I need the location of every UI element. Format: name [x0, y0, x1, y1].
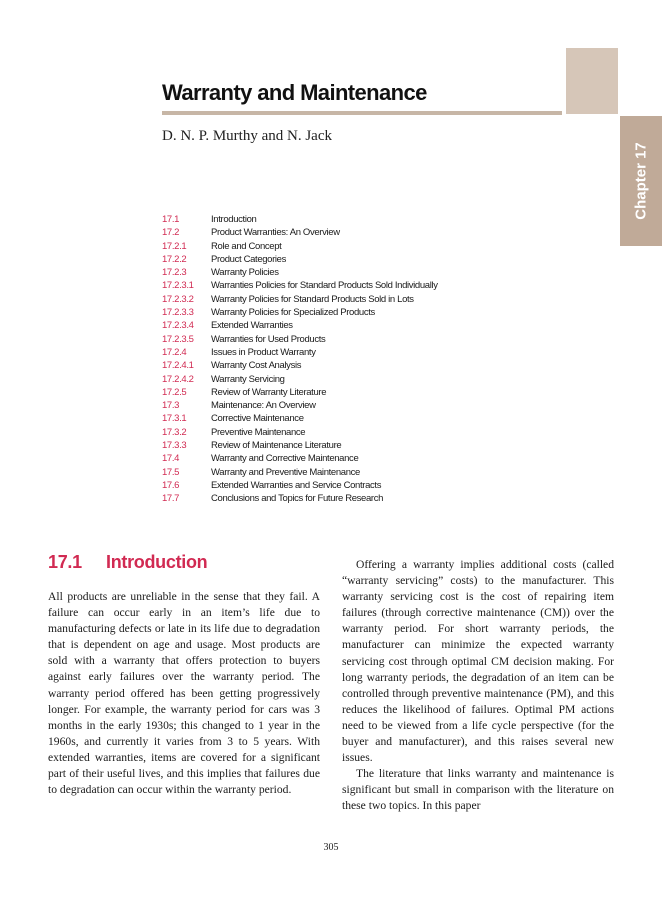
toc-entry	[162, 479, 438, 492]
toc-entry-number: 17.3.3	[162, 440, 187, 452]
toc-entry-title: Extended Warranties and Service Contracts	[211, 479, 382, 491]
body-paragraph: The literature that links warranty and maintenance is significant but small in comparison with the literature on these two topics. In this paper	[342, 767, 614, 813]
chapter-authors: D. N. P. Murthy and N. Jack	[162, 128, 332, 144]
toc-entry-number: 17.4	[162, 453, 180, 465]
chapter-tab	[620, 116, 662, 246]
toc-entry-number: 17.2.3.4	[162, 320, 194, 332]
toc-entry-title: Corrective Maintenance	[211, 413, 304, 425]
toc-entry-title: Review of Warranty Literature	[211, 386, 327, 398]
title-underline	[162, 111, 562, 115]
toc-entry-number: 17.1	[162, 214, 180, 225]
toc-entry	[162, 426, 438, 439]
toc-entry	[162, 492, 438, 505]
toc-entry	[162, 306, 438, 319]
toc-entry-number: 17.2.4	[162, 346, 187, 358]
toc-entry-number: 17.3.2	[162, 426, 187, 438]
section-heading	[48, 552, 207, 573]
toc-entry-title: Warranty and Corrective Maintenance	[211, 453, 359, 465]
toc-entry-number: 17.2.2	[162, 253, 187, 265]
left-column	[48, 589, 320, 798]
toc-entry-title: Product Warranties: An Overview	[211, 227, 340, 239]
toc-entry-number: 17.2.4.1	[162, 360, 194, 372]
toc-entry-number: 17.3.1	[162, 413, 187, 425]
toc-entry-title: Warranty Policies for Standard Products Sold in Lots	[211, 293, 414, 305]
toc-entry-title: Product Categories	[211, 253, 287, 265]
toc-entry-title: Warranty Policies for Specialized Products	[211, 307, 375, 319]
toc-entry	[162, 226, 438, 239]
toc-entry-title: Warranties Policies for Standard Products Sold Individually	[211, 280, 438, 292]
toc-entry-title: Warranty and Preventive Maintenance	[211, 466, 360, 478]
toc-entry-title: Warranty Policies	[211, 267, 279, 279]
toc-entry	[162, 466, 438, 479]
toc-entry-title: Warranty Servicing	[211, 373, 285, 385]
toc-entry-title: Conclusions and Topics for Future Research	[211, 493, 384, 505]
toc-entry	[162, 412, 438, 425]
toc-entry	[162, 386, 438, 399]
body-paragraph: Offering a warranty implies additional costs (called “warranty servicing” costs) to the manufacturer. This warranty servicing cost is the cost of repairing item failures (through corrective maintenance (CM)) over the warranty period. For short warranty periods, the manufacturer can minimize the expected warranty servicing cost through optimal CM decision making. For long warranty periods, the degradation of an item can be controlled through preventive maintenance (PM), and this reduces the likelihood of failures. Optimal PM actions need to be viewed from a life cycle perspective (for the buyer and manufacturer), and this raises several new issues.	[342, 558, 614, 765]
toc-entry	[162, 452, 438, 465]
page-number: 305	[323, 842, 339, 853]
toc-entry-number: 17.2.3.1	[162, 280, 194, 292]
table-of-contents	[162, 213, 438, 506]
toc-entry-title: Maintenance: An Overview	[211, 400, 316, 412]
toc-entry	[162, 213, 438, 226]
toc-entry	[162, 399, 438, 412]
toc-entry-number: 17.2.1	[162, 240, 187, 252]
chapter-tab-label: Chapter 17	[632, 142, 650, 220]
toc-entry-number: 17.2	[162, 227, 180, 239]
section-number: 17.1	[48, 552, 82, 572]
toc-entry-number: 17.2.3.3	[162, 307, 194, 319]
toc-entry-title: Extended Warranties	[211, 320, 293, 332]
toc-entry-number: 17.2.3	[162, 267, 187, 279]
toc-entry-title: Role and Concept	[211, 240, 282, 252]
toc-entry-title: Preventive Maintenance	[211, 426, 306, 438]
toc-entry-number: 17.5	[162, 466, 180, 478]
corner-decoration	[566, 48, 618, 114]
toc-entry	[162, 359, 438, 372]
toc-entry-number: 17.2.3.2	[162, 293, 194, 305]
toc-entry	[162, 279, 438, 292]
toc-entry	[162, 373, 438, 386]
toc-entry	[162, 319, 438, 332]
toc-entry	[162, 333, 438, 346]
toc-entry-number: 17.2.4.2	[162, 373, 194, 385]
chapter-title: Warranty and Maintenance	[162, 80, 427, 105]
toc-entry-number: 17.2.5	[162, 386, 187, 398]
toc-entry-title: Warranty Cost Analysis	[211, 360, 302, 372]
toc-entry	[162, 240, 438, 253]
toc-entry	[162, 266, 438, 279]
toc-entry	[162, 346, 438, 359]
toc-entry-number: 17.2.3.5	[162, 333, 194, 345]
toc-entry	[162, 293, 438, 306]
toc-entry-title: Introduction	[211, 214, 257, 225]
toc-entry-title: Warranties for Used Products	[211, 333, 326, 345]
toc-entry-number: 17.7	[162, 493, 180, 505]
toc-entry-title: Issues in Product Warranty	[211, 346, 316, 358]
toc-entry-number: 17.3	[162, 400, 180, 412]
body-paragraph: All products are unreliable in the sense that they fail. A failure can occur early in an item’s life due to manufacturing defects or late in its life due to degradation that is dependent on age and usage. Most products are sold with a warranty that offers protection to buyers against early failures over the warranty period. The warranty period offered has been getting progressively longer. For example, the warranty period for cars was 3 months in the early 1930s; this changed to 1 year in the 1960s, and currently it varies from 3 to 5 years. With extended warranties, items are covered for a significant part of their useful lives, and this implies that failures due to degradation can occur within the warranty period.	[48, 590, 320, 797]
right-column	[342, 557, 614, 815]
section-title: Introduction	[106, 552, 208, 572]
toc-entry-title: Review of Maintenance Literature	[211, 440, 342, 452]
toc-entry	[162, 253, 438, 266]
toc-entry	[162, 439, 438, 452]
toc-entry-number: 17.6	[162, 479, 180, 491]
